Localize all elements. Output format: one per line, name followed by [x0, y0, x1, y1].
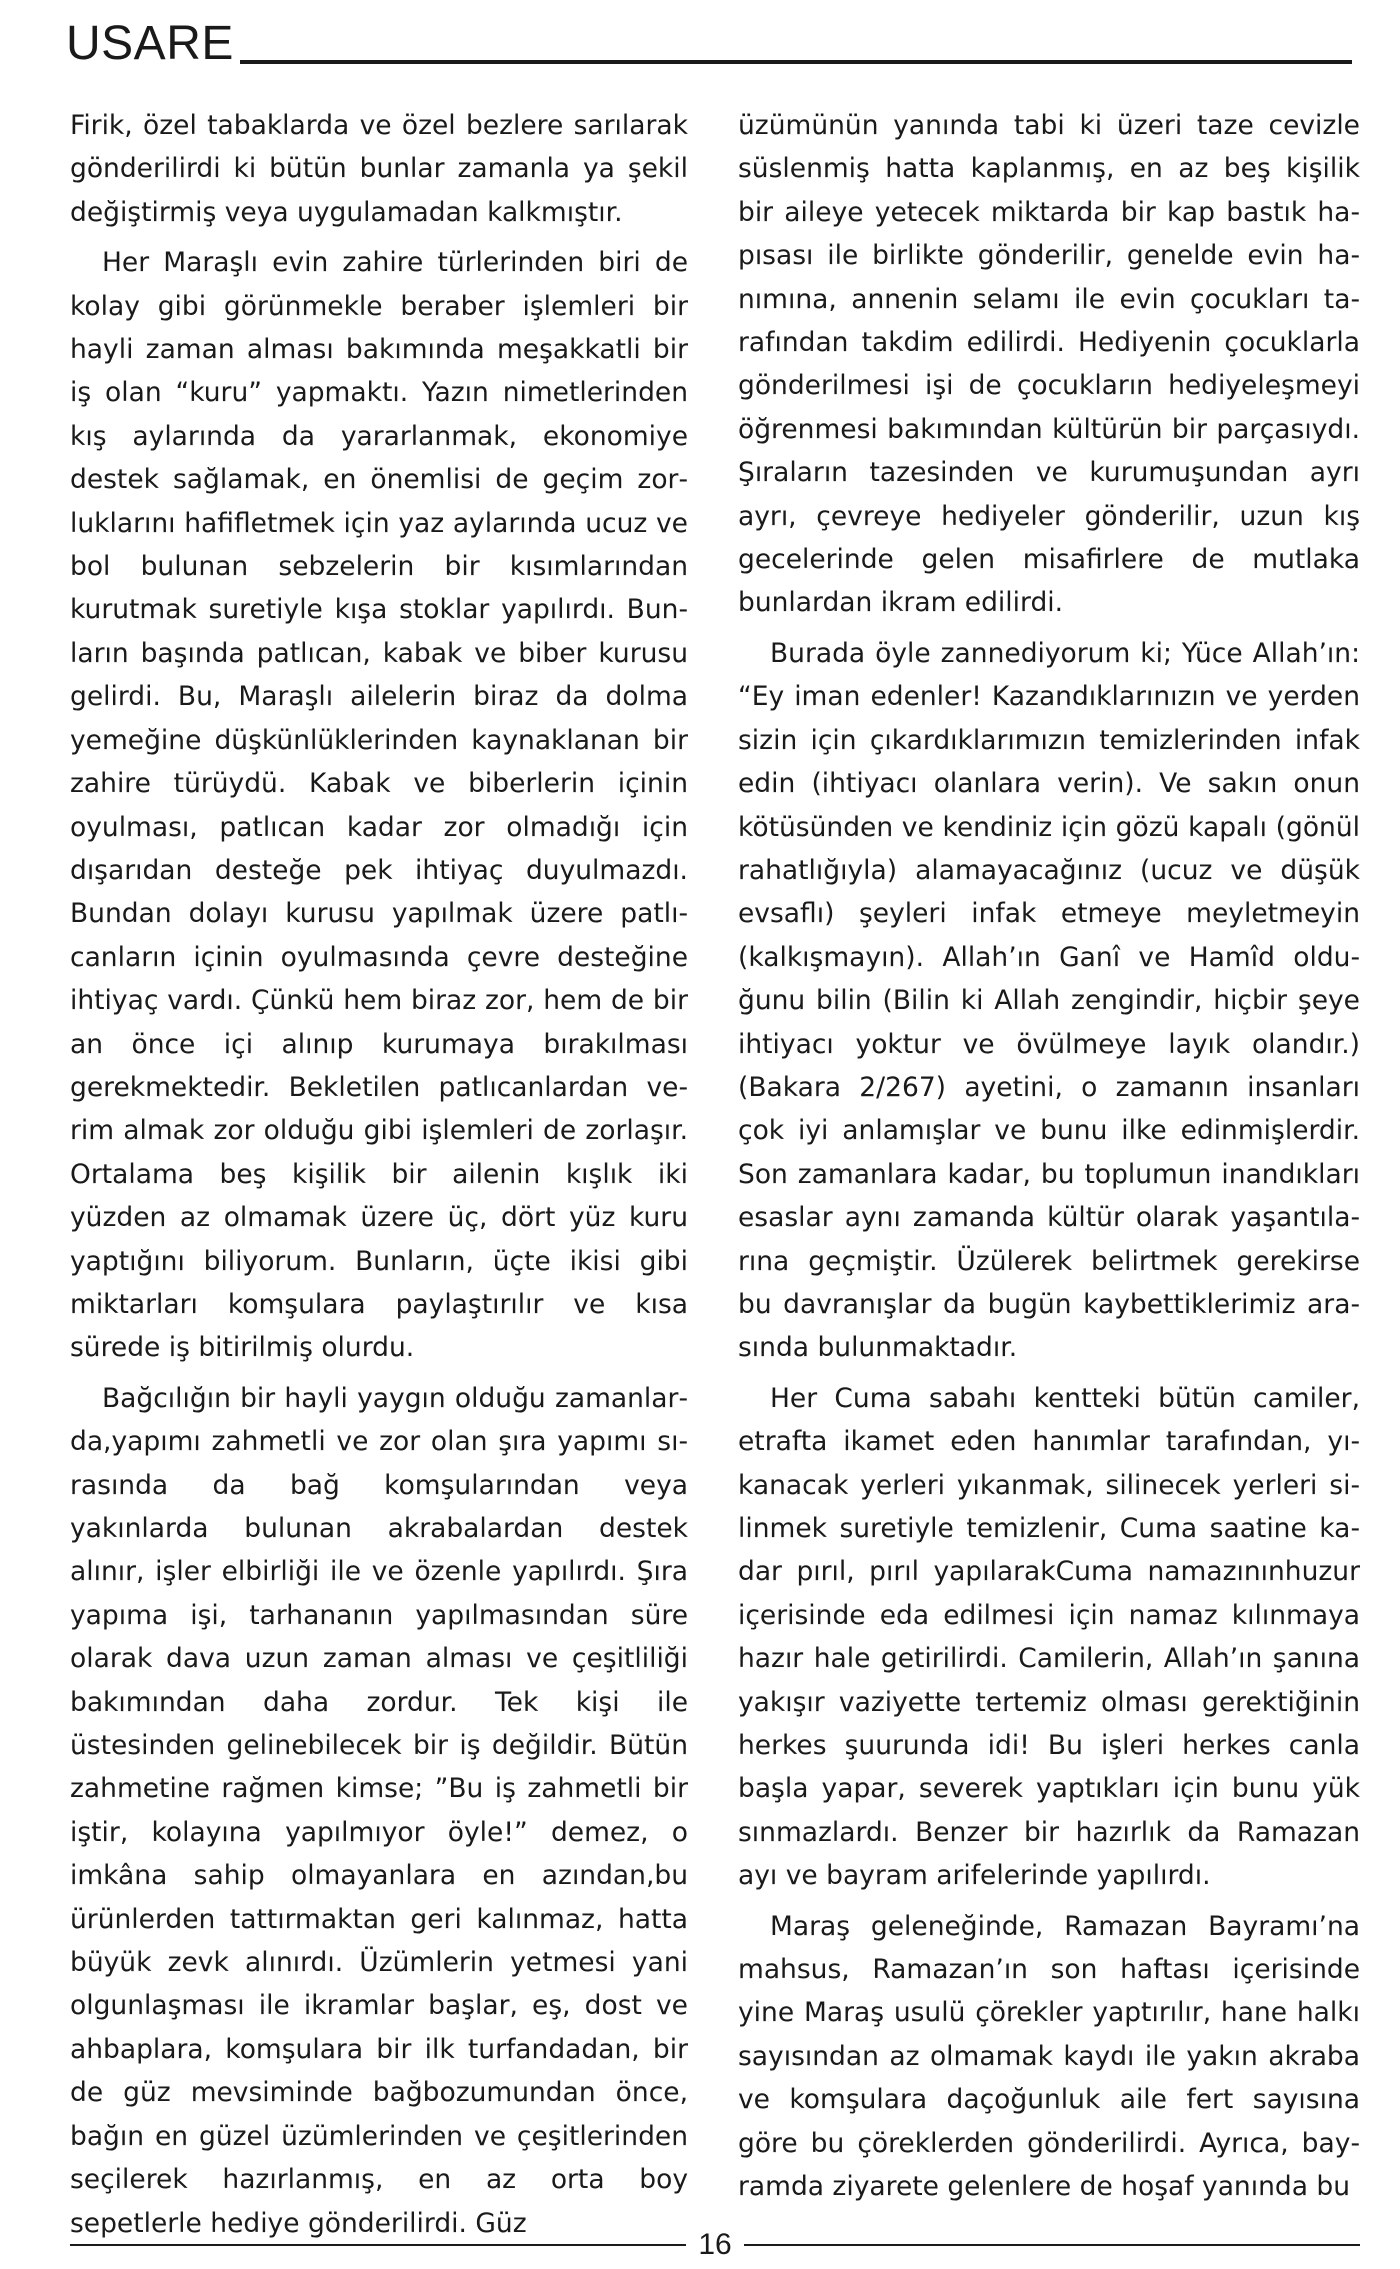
page-footer: [70, 2228, 1360, 2261]
paragraph: Her Maraşlı evin zahire türlerinden biri de kolay gibi görünmekle beraber işlemleri bir hayli zaman alması bakımında meşakkatli bir iş olan “kuru” yapmaktı. Yazın nimetlerinden kış aylarında da yararlanmak, ekonomiye destek sağlamak, en önemlisi de geçim zorluklarını hafifletmek için yaz aylarında ucuz ve bol bulunan sebzelerin bir kısımlarından kurutmak suretiyle kışa stoklar yapılırdı. Bunların başında patlıcan, kabak ve biber kurusu gelirdi. Bu, Maraşlı ailelerin biraz da dolma yemeğine düşkünlüklerinden kaynaklanan bir zahire türüydü. Kabak ve biberlerin içinin oyulması, patlıcan kadar zor olmadığı için dışarıdan desteğe pek ihtiyaç duyulmazdı. Bundan dolayı kurusu yapılmak üzere patlıcanların içinin oyulmasında çevre desteğine ihtiyaç vardı. Çünkü hem biraz zor, hem de bir an önce içi alınıp kurumaya bırakılması gerekmektedir. Bekletilen patlıcanlardan verim almak zor olduğu gibi işlemleri de zorlaşır. Ortalama beş kişilik bir ailenin kışlık iki yüzden az olmamak üzere üç, dört yüz kuru yaptığını biliyorum. Bunların, üçte ikisi gibi miktarları komşulara paylaştırılır ve kısa sürede iş bitirilmiş olurdu.: [70, 247, 688, 1364]
paragraph: Firik, özel tabaklarda ve özel bezlere sarılarak gönderilirdi ki bütün bunlar zamanla ya şekil değiştirmiş veya uygulamadan kalkmıştır.: [70, 110, 688, 228]
page-header: [66, 18, 1352, 68]
right-column: [738, 104, 1360, 2209]
magazine-title: USARE: [66, 17, 234, 70]
paragraph: Bağcılığın bir hayli yaygın olduğu zamanlarda,yapımı zahmetli ve zor olan şıra yapımı sırasında da bağ komşularından veya yakınlarda bulunan akrabalardan destek alınır, işler elbirliği ile ve özenle yapılırdı. Şıra yapıma işi, tarhananın yapılmasından süre olarak dava uzun zaman alması ve çeşitliliği bakımından daha zordur. Tek kişi ile üstesinden gelinebilecek bir iş değildir. Bütün zahmetine rağmen kimse; ”Bu iş zahmetli bir iştir, kolayına yapılmıyor öyle!” demez, o imkâna sahip olmayanlara en azından,bu ürünlerden tattırmaktan geri kalınmaz, hatta büyük zevk alınırdı. Üzümlerin yetmesi yani olgunlaşması ile ikramlar başlar, eş, dost ve ahbaplara, komşulara bir ilk turfandadan, bir de güz mevsiminde bağbozumundan önce, bağın en güzel üzümlerinden ve çeşitlerinden seçilerek hazırlanmış, en az orta boy sepetlerle hediye gönderilirdi. Güz: [70, 1382, 688, 2239]
footer-rule-left: [70, 2244, 686, 2246]
paragraph: Burada öyle zannediyorum ki; Yüce Allah’ın: “Ey iman edenler! Kazandıklarınızın ve yerden sizin için çıkardıklarımızın temizlerinden infak edin (ihtiyacı olanlara verin). Ve sakın onun kötüsünden ve kendiniz için gözü kapalı (gönül rahatlığıyla) alamayacağınız (ucuz ve düşük evsaflı) şeyleri infak etmeye meyletmeyin (kalkışmayın). Allah’ın Ganî ve Hamîd olduğunu bilin (Bilin ki Allah zengindir, hiçbir şeye ihtiyacı yoktur ve övülmeye layık olandır.) (Bakara 2/267) ayetini, o zamanın insanları çok iyi anlamışlar ve bunu ilke edinmişlerdir. Son zamanlara kadar, bu toplumun inandıkları esaslar aynı zamanda kültür olarak yaşantılarına geçmiştir. Üzülerek belirtmek gerekirse bu davranışlar da bugün kaybettiklerimiz arasında bulunmaktadır.: [738, 637, 1360, 1364]
footer-rule-right: [744, 2244, 1360, 2246]
header-rule: [240, 60, 1352, 64]
paragraph: Her Cuma sabahı kentteki bütün camiler, etrafta ikamet eden hanımlar tarafından, yıkanacak yerleri yıkanmak, silinecek yerleri silinmek suretiyle temizlenir, Cuma saatine kadar pırıl, pırıl yapılarakCuma namazınınhuzur içerisinde eda edilmesi için namaz kılınmaya hazır hale getirilirdi. Camilerin, Allah’ın şanına yakışır vaziyette tertemiz olması gerektiğinin herkes şuurunda idi! Bu işleri herkes canla başla yapar, severek yaptıkları için bunu yük sınmazlardı. Benzer bir hazırlık da Ramazan ayı ve bayram arifelerinde yapılırdı.: [738, 1382, 1360, 1892]
page-number: 16: [698, 2228, 732, 2261]
left-column: [70, 104, 688, 2245]
paragraph: Maraş geleneğinde, Ramazan Bayramı’na mahsus, Ramazan’ın son haftası içerisinde yine Maraş usulü çörekler yaptırılır, hane halkı sayısından az olmamak kaydı ile yakın akraba ve komşulara daçoğunluk aile fert sayısına göre bu çöreklerden gönderilirdi. Ayrıca, bayramda ziyarete gelenlere de hoşaf yanında bu: [738, 1910, 1360, 2203]
paragraph: üzümünün yanında tabi ki üzeri taze cevizle süslenmiş hatta kaplanmış, en az beş kişilik bir aileye yetecek miktarda bir kap bastık hapısası ile birlikte gönderilir, genelde evin hanımına, annenin selamı ile evin çocukları tarafından takdim edilirdi. Hediyenin çocuklarla gönderilmesi işi de çocukların hediyeleşmeyi öğrenmesi bakımından kültürün bir parçasıydı. Şıraların tazesinden ve kurumuşundan ayrı ayrı, çevreye hediyeler gönderilir, uzun kış gecelerinde gelen misafirlere de mutlaka bunlardan ikram edilirdi.: [738, 110, 1360, 619]
